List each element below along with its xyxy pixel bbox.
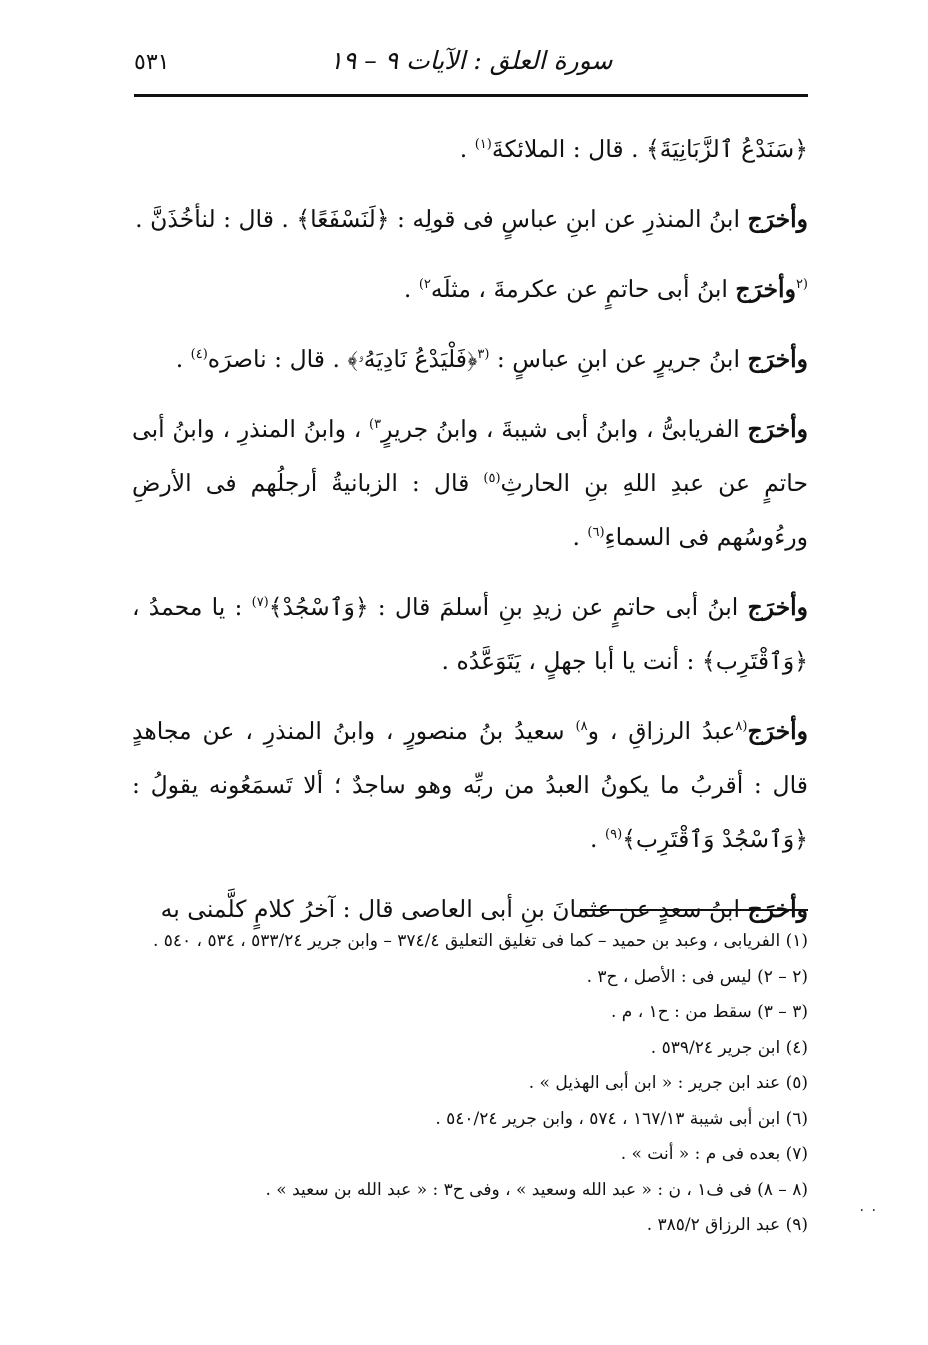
keyword: وأخرَج — [747, 415, 809, 443]
footnote-rule — [580, 909, 808, 911]
footnote-ref: (٦) — [587, 525, 605, 541]
footnote-8: (٨ – ٨) فى ف١ ، ن : « عبد الله وسعيد » ، وفى ح٣ : « عبد الله بن سعيد » . — [265, 1179, 808, 1200]
paragraph-6 — [132, 580, 808, 688]
footnotes — [120, 924, 808, 1244]
text: عبدُ الرزاقِ ، و — [587, 717, 736, 745]
running-title: سورة العلق : الآيات ٩ – ١٩ — [329, 46, 613, 75]
keyword: وأخرَج — [747, 593, 809, 621]
footnote-5: (٥) عند ابن جرير : « ابن أبى الهذيل » . — [528, 1073, 808, 1093]
text: ابنُ سعدٍ عن عثمانَ بنِ أبى العاصى قال : آخرُ كلامٍ كلَّمنى به — [160, 895, 748, 923]
paragraph-7 — [132, 704, 808, 866]
footnote-9: (٩) عبد الرزاق ٣٨٥/٢ . — [646, 1215, 808, 1235]
footnote-ref: (٣ — [477, 347, 490, 363]
footnote-ref: (٢ — [795, 277, 808, 293]
page-number: ٥٣١ — [134, 50, 170, 75]
page-header — [134, 42, 808, 92]
text: الفريابىُّ ، وابنُ أبى شيبةَ ، وابنُ جريرٍ — [381, 415, 748, 443]
footnote-ref: (٩) — [605, 827, 623, 843]
text: . — [590, 825, 605, 853]
text: ﴿فَلْيَدْعُ نَادِيَهُۥ﴾ . قال : ناصرَه — [207, 345, 478, 373]
text: . — [175, 345, 191, 373]
text: ابنُ المنذرِ عن ابنِ عباسٍ فى قولِه : ﴿لَنَسْفَعًا﴾ . قال : لنأخُذَنَّ . — [135, 205, 748, 233]
margin-mark: ٠ ٠ — [858, 1202, 878, 1218]
footnote-ref: ٢) — [418, 277, 431, 293]
text: . — [403, 275, 419, 303]
footnote-ref: (٥) — [483, 471, 501, 487]
footnote-ref: (٤) — [190, 347, 208, 363]
keyword: وأخرَج — [747, 345, 808, 373]
footnote-1: (١) الفريابى ، وعبد بن حميد – كما فى تغليق التعليق ٣٧٤/٤ – وابن جرير ٥٣٣/٢٤ ، ٥٣٤ ، ٥٤٠ . — [152, 931, 808, 951]
main-text — [132, 122, 808, 952]
footnote-ref: (٧) — [251, 595, 269, 611]
footnote-2: (٢ – ٢) ليس فى : الأصل ، ح٣ . — [586, 966, 808, 987]
footnote-ref: ٨) — [575, 719, 588, 735]
paragraph-5 — [132, 402, 808, 564]
footnote-7: (٧) بعده فى م : « أنت » . — [620, 1144, 808, 1164]
text: ﴿سَنَدْعُ ٱلزَّبَانِيَةَ﴾ . قال : الملائكةَ — [491, 135, 808, 163]
keyword: وأخرَج — [735, 275, 796, 303]
footnote-ref: (٨ — [735, 719, 748, 735]
text: ابنُ أبى حاتمٍ عن زيدِ بنِ أسلمَ قال : ﴿وَٱسْجُدْ﴾ — [268, 593, 748, 621]
footnote-ref: ٣) — [369, 417, 382, 433]
text: قال : الزبانيةُ أرجلُهم فى الأرضِ ورءُوسُهم فى السماءِ — [132, 469, 808, 551]
keyword: وأخرَج — [747, 717, 808, 745]
paragraph-4 — [132, 332, 808, 386]
paragraph-2 — [132, 192, 808, 246]
keyword: وأخرَج — [747, 895, 808, 923]
header-rule — [134, 94, 808, 97]
text: ، وابنُ المنذرِ ، وابنُ أبى حاتمٍ عن عبدِ اللهِ بنِ الحارثِ — [132, 415, 808, 497]
text: ابنُ جريرٍ عن ابنِ عباسٍ : — [489, 345, 748, 373]
text: . — [459, 135, 475, 163]
footnote-ref: (١) — [474, 137, 492, 153]
text: . — [572, 523, 588, 551]
footnote-4: (٤) ابن جرير ٥٣٩/٢٤ . — [650, 1037, 808, 1058]
paragraph-1 — [132, 122, 808, 176]
footnote-3: (٣ – ٣) سقط من : ح١ ، م . — [611, 1002, 808, 1022]
paragraph-3 — [132, 262, 808, 316]
text: سعيدُ بنُ منصورٍ ، وابنُ المنذرِ ، عن مجاهدٍ قال : أقربُ ما يكونُ العبدُ من ربِّه وهو ساجدٌ ؛ ألا تَسمَعُونه يقولُ : ﴿وَٱسْجُدْ وَٱقْتَرِب﴾ — [132, 717, 808, 853]
footnote-6: (٦) ابن أبى شيبة ١٦٧/١٣ ، ٥٧٤ ، وابن جرير ٥٤٠/٢٤ . — [435, 1108, 808, 1129]
text: : يا محمدُ ، ﴿وَٱقْتَرِب﴾ : أنت يا أبا جهلٍ ، يَتَوَعَّدُه . — [132, 593, 808, 675]
text: ابنُ أبى حاتمٍ عن عكرمةَ ، مثلَه — [430, 275, 736, 303]
keyword: وأخرَج — [747, 205, 808, 233]
